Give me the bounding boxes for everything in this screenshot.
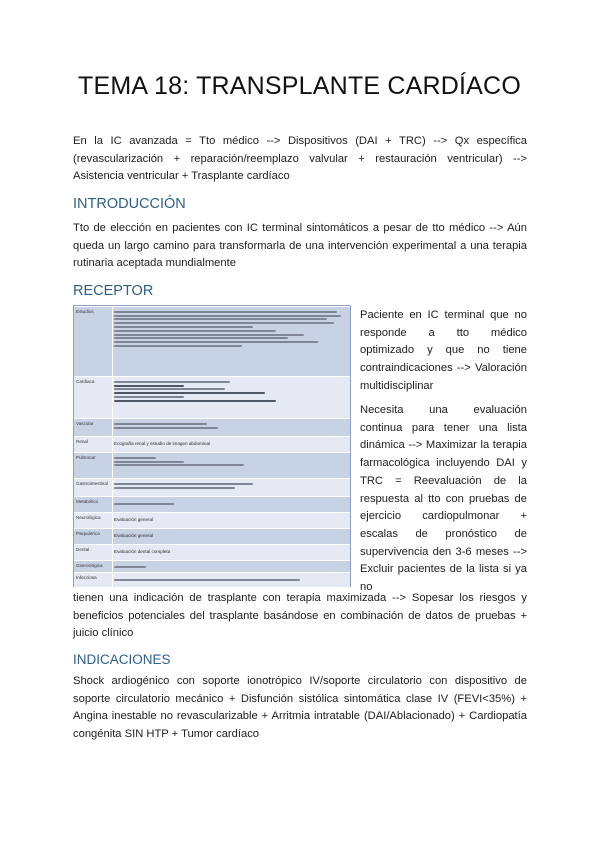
table-row-label: Ginecológica — [76, 563, 103, 568]
table-row — [74, 376, 350, 419]
table-row-label: Metabólico — [76, 499, 99, 504]
table-row-label: Estudios — [76, 309, 94, 314]
section-heading-indicaciones: INDICACIONES — [73, 652, 171, 667]
table-row-label: Psiquiátrica — [76, 531, 100, 536]
table-row — [74, 436, 350, 453]
table-row-label: Cardiaca — [76, 379, 95, 384]
table-row-text: Evaluación general — [114, 533, 154, 538]
indicaciones-paragraph: Shock ardiogénico con soporte ionotrópico IV/soporte circulatorio con dispositivo de soporte circulatorio mecánico + Disfunción sistólica sintomática clase IV (FEVI<35%) + Angina inestable no revascularizable + Arritmia intratable (DAI/Ablacionado) + Cardiopatía congénita SIN HTP + Tumor cardíaco — [73, 675, 527, 741]
table-row-lines — [114, 309, 346, 349]
receptor-continued-paragraph: tienen una indicación de trasplante con terapia maximizada --> Sopesar los riesgos y beneficios potenciales del trasplante basándose en combinación de datos de pruebas + juicio clínico — [73, 592, 527, 640]
table-row-label: Dental — [76, 547, 90, 552]
table-row — [74, 544, 350, 561]
table-row-label: Vascular — [76, 421, 94, 426]
receptor-evaluation-table-image — [73, 305, 351, 587]
section-heading-receptor: RECEPTOR — [73, 283, 154, 299]
table-row — [74, 572, 350, 587]
section-heading-introduccion: INTRODUCCIÓN — [73, 196, 186, 212]
table-row — [74, 306, 350, 377]
page-title: TEMA 18: TRANSPLANTE CARDÍACO — [78, 72, 521, 100]
introduccion-paragraph: Tto de elección en pacientes con IC terminal sintomáticos a pesar de tto médico --> Aún queda un largo camino para transformarla de una intervención experimental a una terapia rutinaria aceptada mundialmente — [73, 222, 527, 270]
table-row — [74, 528, 350, 545]
receptor-side-paragraph-2: Necesita una evaluación continua para tener una lista dinámica --> Maximizar la terapia farmacológica incluyendo DAI y TRC = Reevaluación de la respuesta al tto con pruebas de ejercicio cardiopulmonar + escalas de pronóstico de supervivencia den 3-6 meses --> Excluir pacientes de la lista si ya no — [360, 404, 527, 594]
table-row-text: Ecografía renal y estudio de imagen abdominal — [114, 441, 211, 446]
receptor-side-paragraph-1: Paciente en IC terminal que no responde a tto médico optimizado y que no tiene contraindicaciones --> Valoración multidisciplinar — [360, 309, 527, 392]
table-row-label: Gastrointestinal — [76, 481, 108, 486]
table-row-text: Evaluación general — [114, 517, 154, 522]
table-row-label: Infecciosa — [76, 575, 97, 580]
table-row-label: Pulmonar — [76, 455, 96, 460]
table-row — [74, 452, 350, 479]
table-row-text: Evaluación dental completa — [114, 549, 171, 554]
table-row — [74, 418, 350, 437]
table-row — [74, 496, 350, 513]
table-row-label: Neurológica — [76, 515, 101, 520]
table-row-label: Renal — [76, 439, 89, 444]
table-row — [74, 478, 350, 497]
table-row — [74, 512, 350, 529]
intro-paragraph: En la IC avanzada = Tto médico --> Dispositivos (DAI + TRC) --> Qx específica (revascularización + reparación/reemplazo valvular + restauración ventricular) --> Asistencia ventricular + Trasplante cardíaco — [73, 135, 527, 183]
